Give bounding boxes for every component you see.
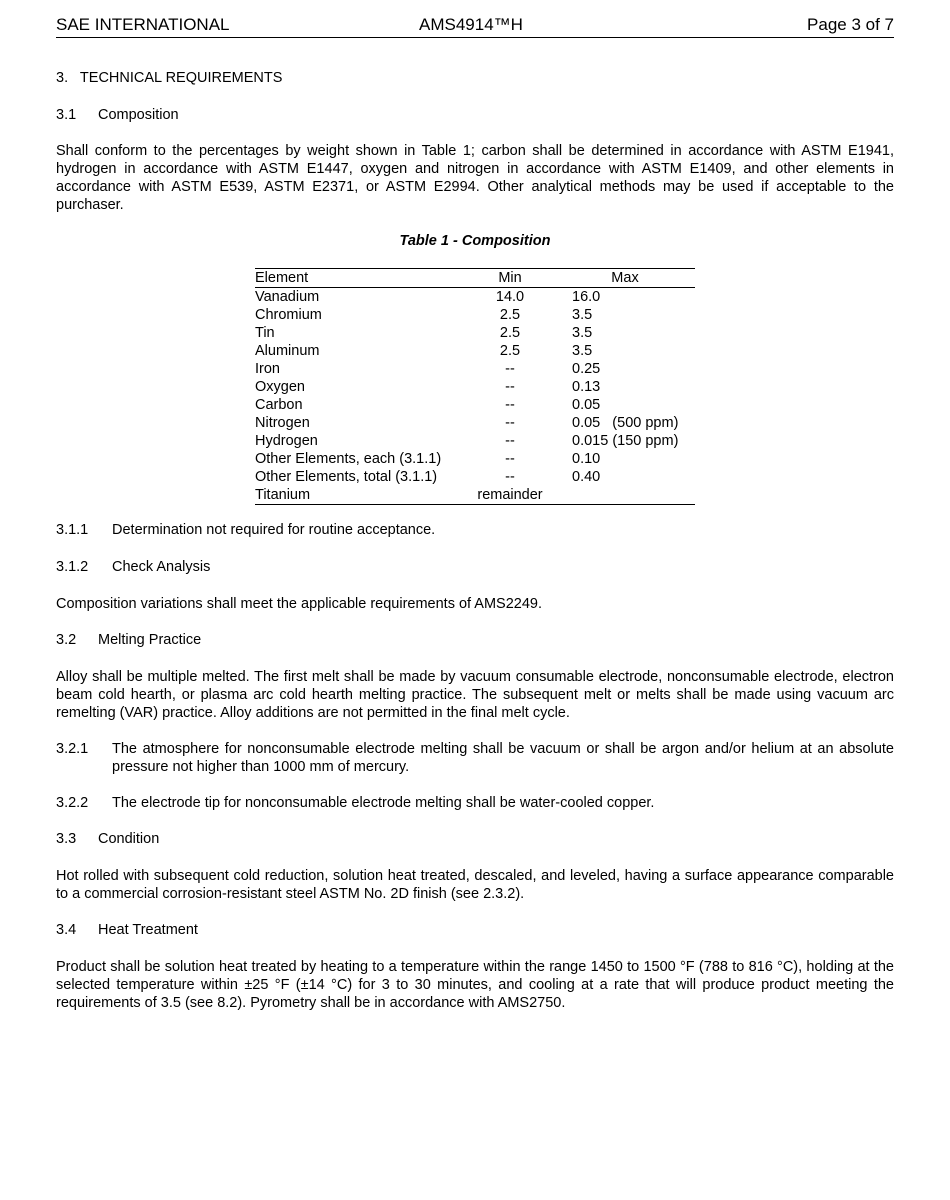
table-row: [255, 342, 695, 360]
section-3-1-heading: [56, 106, 179, 124]
table-body: [255, 288, 695, 504]
section-3-4-text: Product shall be solution heat treated by heating to a temperature within the range 1450 to 1500 °F (788 to 816 °C), holding at the selected temperature within ±25 °F (±14 °C) for 3 to 30 minutes, and cooling at a rate that will produce product meeting the requirements of 3.5 (see 8.2). Pyrometry shall be in accordance with AMS2750.: [56, 959, 894, 1011]
section-3-2-1-text: The atmosphere for nonconsumable electrode melting shall be vacuum or shall be argon and/or helium at an absolute pressure not higher than 1000 mm of mercury.: [112, 741, 894, 775]
composition-table: [255, 268, 695, 505]
table-row: [255, 468, 695, 486]
cell-element: Vanadium: [255, 289, 320, 305]
table-row: [255, 414, 695, 432]
table-caption: Table 1 - Composition: [399, 233, 551, 249]
cell-min: --: [505, 415, 515, 431]
cell-element: Hydrogen: [255, 433, 318, 449]
cell-min: --: [505, 451, 515, 467]
page-header: [56, 15, 894, 38]
cell-min: remainder: [477, 487, 543, 503]
section-number: 3.4: [56, 922, 77, 938]
section-number: 3.1: [56, 107, 77, 123]
header-max: Max: [611, 270, 639, 286]
cell-min: --: [505, 433, 515, 449]
cell-min: 2.5: [499, 307, 521, 323]
table-row: [255, 396, 695, 414]
table-row: [255, 450, 695, 468]
cell-max: 3.5: [572, 307, 593, 323]
section-3-3-heading: [56, 830, 159, 848]
cell-max: 0.05 (500 ppm): [572, 415, 679, 431]
section-title: Check Analysis: [112, 559, 211, 575]
cell-min: --: [505, 397, 515, 413]
cell-element: Titanium: [255, 487, 311, 503]
section-number: 3.1.2: [56, 559, 89, 575]
cell-element: Oxygen: [255, 379, 305, 395]
cell-max: 0.13: [572, 379, 601, 395]
cell-min: --: [505, 379, 515, 395]
section-text: The electrode tip for nonconsumable electrode melting shall be water-cooled copper.: [112, 795, 655, 811]
table-header-row: [255, 269, 695, 288]
table-row: [255, 324, 695, 342]
header-doc-id: AMS4914™H: [419, 15, 523, 34]
section-number: 3.2: [56, 632, 77, 648]
table-row: [255, 486, 695, 504]
cell-max: 0.05: [572, 397, 601, 413]
cell-element: Nitrogen: [255, 415, 310, 431]
cell-max: 0.25: [572, 361, 601, 377]
table-row: [255, 378, 695, 396]
cell-element: Chromium: [255, 307, 322, 323]
cell-element: Iron: [255, 361, 280, 377]
section-3-2-text: Alloy shall be multiple melted. The first melt shall be made by vacuum consumable electrode, nonconsumable electrode, electron beam cold hearth, or plasma arc cold hearth melting practice. The subsequent melt or melts shall be made using vacuum arc remelting (VAR) practice. Alloy additions are not permitted in the final melt cycle.: [56, 669, 894, 721]
cell-max: 3.5: [572, 343, 593, 359]
header-min: Min: [498, 270, 522, 286]
cell-max: 3.5: [572, 325, 593, 341]
cell-min: 14.0: [495, 289, 525, 305]
section-3-2-2: [56, 794, 654, 812]
section-title: Composition: [98, 107, 179, 123]
section-number: 3.1.1: [56, 522, 89, 538]
section-title: Heat Treatment: [98, 922, 198, 938]
cell-min: 2.5: [499, 325, 521, 341]
section-3-heading: 3. TECHNICAL REQUIREMENTS: [56, 70, 283, 86]
cell-max: 0.10: [572, 451, 601, 467]
cell-element: Carbon: [255, 397, 303, 413]
header-element: Element: [255, 270, 309, 286]
table-row: [255, 360, 695, 378]
cell-min: --: [505, 361, 515, 377]
section-3-4-heading: [56, 921, 198, 939]
cell-min: --: [505, 469, 515, 485]
section-3-1-2-text: Composition variations shall meet the applicable requirements of AMS2249.: [56, 596, 543, 612]
cell-element: Aluminum: [255, 343, 320, 359]
cell-max: 0.40: [572, 469, 601, 485]
section-text: Determination not required for routine acceptance.: [112, 522, 436, 538]
section-3-2-heading: [56, 631, 201, 649]
table-row: [255, 432, 695, 450]
header-org: SAE INTERNATIONAL: [56, 15, 230, 34]
cell-min: 2.5: [499, 343, 521, 359]
section-title: Condition: [98, 831, 160, 847]
header-page-number: Page 3 of 7: [807, 15, 894, 34]
cell-element: Tin: [255, 325, 275, 341]
section-title: Melting Practice: [98, 632, 202, 648]
section-3-1-1: [56, 521, 435, 539]
table-row: [255, 306, 695, 324]
section-3-1-2-heading: [56, 558, 210, 576]
cell-max: 16.0: [572, 289, 601, 305]
section-number: 3.3: [56, 831, 77, 847]
section-3-2-1-number: 3.2.1: [56, 741, 89, 757]
cell-element: Other Elements, total (3.1.1): [255, 469, 438, 485]
section-number: 3.2.2: [56, 795, 89, 811]
table-row: [255, 288, 695, 306]
section-3-3-text: Hot rolled with subsequent cold reduction, solution heat treated, descaled, and leveled, having a surface appearance comparable to a commercial corrosion-resistant steel ASTM No. 2D finish (see 2.3.2).: [56, 868, 894, 902]
cell-max: 0.015 (150 ppm): [572, 433, 679, 449]
section-3-1-text: Shall conform to the percentages by weight shown in Table 1; carbon shall be determined in accordance with ASTM E1941, hydrogen in accordance with ASTM E1447, oxygen and nitrogen in accordance with ASTM E1409, and other elements in accordance with ASTM E539, ASTM E2371, or ASTM E2994. Other analytical methods may be used if acceptable to the purchaser.: [56, 143, 894, 213]
cell-element: Other Elements, each (3.1.1): [255, 451, 442, 467]
